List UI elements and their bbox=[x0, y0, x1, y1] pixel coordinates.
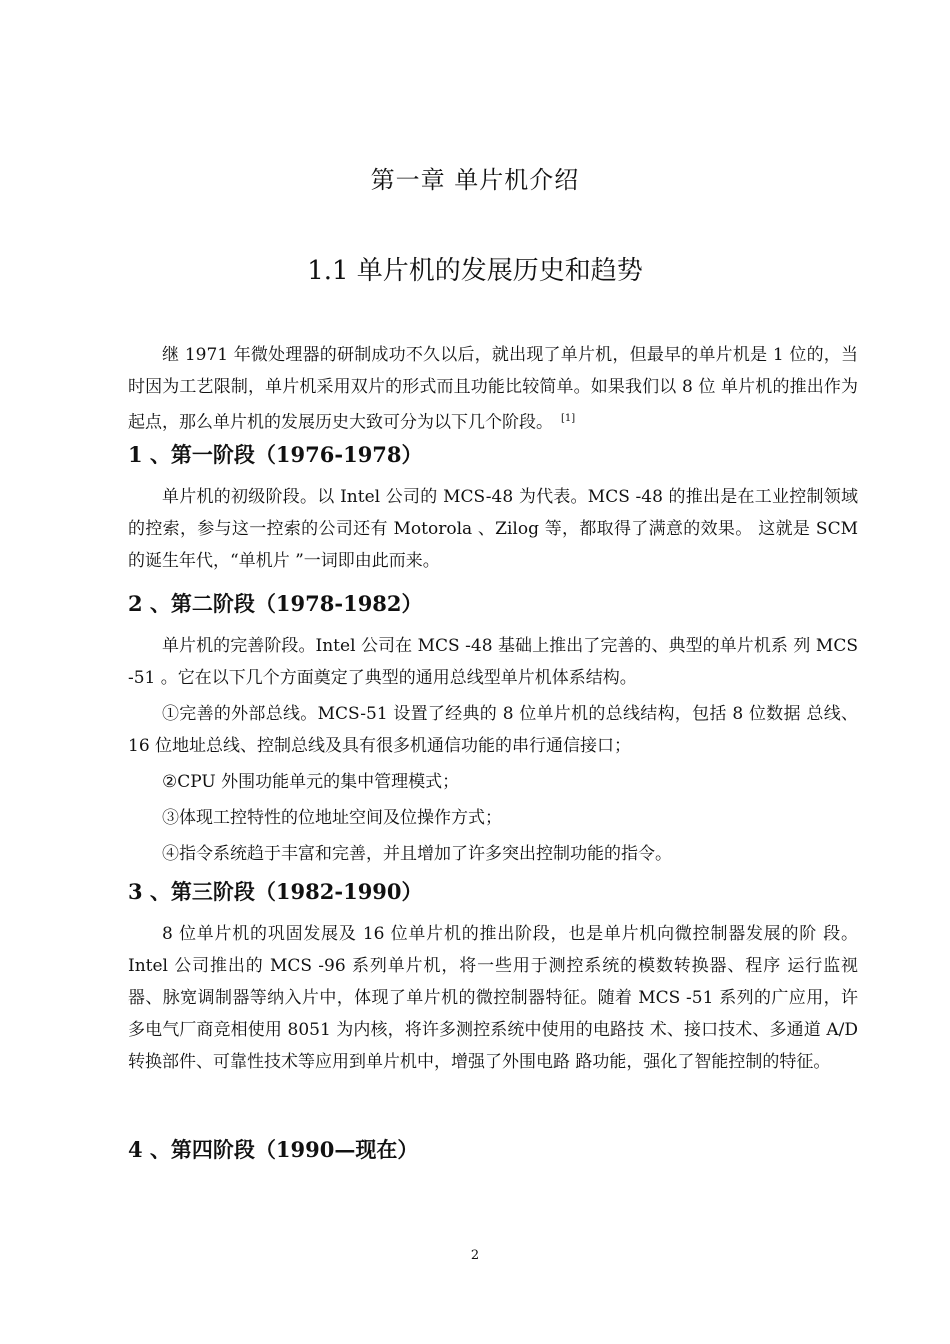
intro-paragraph bbox=[128, 339, 858, 439]
page-number: 2 bbox=[470, 1248, 480, 1263]
stage-heading: 3 、第三阶段（1982-1990） bbox=[128, 879, 423, 904]
stage-paragraph: ②CPU 外围功能单元的集中管理模式； bbox=[162, 772, 460, 792]
stage-paragraph: 单片机的完善阶段。Intel 公司在 MCS -48 基础上推出了完善的、典型的单片机系 列 MCS -51 。它在以下几个方面奠定了典型的通用总线型单片机体系结构。 bbox=[128, 636, 858, 688]
stage-heading: 1 、第一阶段（1976-1978） bbox=[128, 442, 423, 467]
stage-paragraph: 单片机的初级阶段。以 Intel 公司的 MCS-48 为代表。MCS -48 的推出是在工业控制领域的控索，参与这一控索的公司还有 Motorola 、Zilog 等，都取得了满意的效果。 这就是 SCM 的诞生年代，“单机片 ”一词即由此而来。 bbox=[128, 487, 858, 571]
stage-1 bbox=[128, 440, 858, 577]
intro-block bbox=[128, 339, 858, 439]
stage-3 bbox=[128, 877, 858, 1078]
citation-ref: [1] bbox=[561, 413, 576, 424]
section-title: 1.1 单片机的发展历史和趋势 bbox=[307, 256, 643, 286]
intro-text: 继 1971 年微处理器的研制成功不久以后，就出现了单片机，但最早的单片机是 1 位的，当时因为工艺限制，单片机采用双片的形式而且功能比较简单。如果我们以 8 位 单片机的推出作为起点，那么单片机的发展历史大致可分为以下几个阶段。 bbox=[128, 345, 858, 433]
stage-heading: 4 、第四阶段（1990—现在） bbox=[128, 1137, 419, 1162]
stage-4 bbox=[128, 1135, 858, 1165]
stage-paragraph: ③体现工控特性的位地址空间及位操作方式； bbox=[162, 808, 502, 828]
stage-paragraph: 8 位单片机的巩固发展及 16 位单片机的推出阶段，也是单片机向微控制器发展的阶 段。Intel 公司推出的 MCS -96 系列单片机，将一些用于测控系统的模数转换器、程序 运行监视器、脉宽调制器等纳入片中，体现了单片机的微控制器特征。随着 MCS -51 系列的广应用，许多电气厂商竞相使用 8051 为内核，将许多测控系统中使用的电路技 术、接口技术、多通道 A/D 转换部件、可靠性技术等应用到单片机中，增强了外围电路 路功能，强化了智能控制的特征。 bbox=[128, 924, 858, 1072]
chapter-title: 第一章 单片机介绍 bbox=[370, 166, 580, 194]
stage-paragraph: ①完善的外部总线。MCS-51 设置了经典的 8 位单片机的总线结构，包括 8 位数据 总线、16 位地址总线、控制总线及具有很多机通信功能的串行通信接口； bbox=[128, 704, 858, 756]
stage-paragraph: ④指令系统趋于丰富和完善，并且增加了许多突出控制功能的指令。 bbox=[162, 844, 672, 864]
stage-heading: 2 、第二阶段（1978-1982） bbox=[128, 591, 423, 616]
stage-2 bbox=[128, 589, 858, 870]
